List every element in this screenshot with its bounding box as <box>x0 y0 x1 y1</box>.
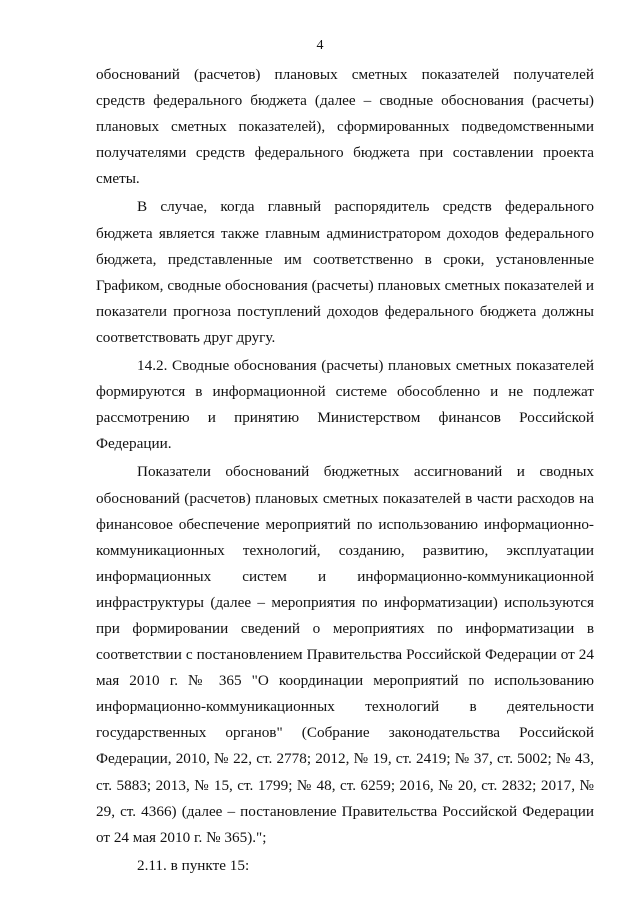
paragraph-informatization: Показатели обоснований бюджетных ассигнований и сводных обоснований (расчетов) плановых сметных показателей в части расходов на финансовое обеспечение мероприятий по использованию информационно-коммуникационных технологий, созданию, развитию, эксплуатации информационных систем и информационно-коммуникационной инфраструктуры (далее – мероприятия по информатизации) используются при формировании сведений о мероприятиях по информатизации в соответствии с постановлением Правительства Российской Федерации от 24 мая 2010 г. № 365 "О координации мероприятий по использованию информационно-коммуникационных технологий в деятельности государственных органов" (Собрание законодательства Российской Федерации, 2010, № 22, ст. 2778; 2012, № 19, ст. 2419; № 37, ст. 5002; № 43, ст. 5883; 2013, № 15, ст. 1799; № 48, ст. 6259; 2016, № 20, ст. 2832; 2017, № 29, ст. 4366) (далее – постановление Правительства Российской Федерации от 24 мая 2010 г. № 365)."; <box>96 463 594 846</box>
paragraph-14-2: 14.2. Сводные обоснования (расчеты) плановых сметных показателей формируются в информационной системе обособленно и не подлежат рассмотрению и принятию Министерством финансов Российской Федерации. <box>96 357 594 453</box>
document-body <box>96 62 594 879</box>
page-number: 4 <box>316 38 324 53</box>
paragraph-2-11: 2.11. в пункте 15: <box>137 856 250 874</box>
paragraph-continuation: обоснований (расчетов) плановых сметных показателей получателей средств федерального бюджета (далее – сводные обоснования (расчеты) плановых сметных показателей), сформированных подведомственными получателями средств федерального бюджета при составлении проекта сметы. <box>96 66 594 188</box>
paragraph-chief-administrator: В случае, когда главный распорядитель средств федерального бюджета является также главным администратором доходов федерального бюджета, представленные им соответственно в сроки, установленные Графиком, сводные обоснования (расчеты) плановых сметных показателей и показатели прогноза поступлений доходов федерального бюджета должны соответствовать друг другу. <box>96 198 594 346</box>
